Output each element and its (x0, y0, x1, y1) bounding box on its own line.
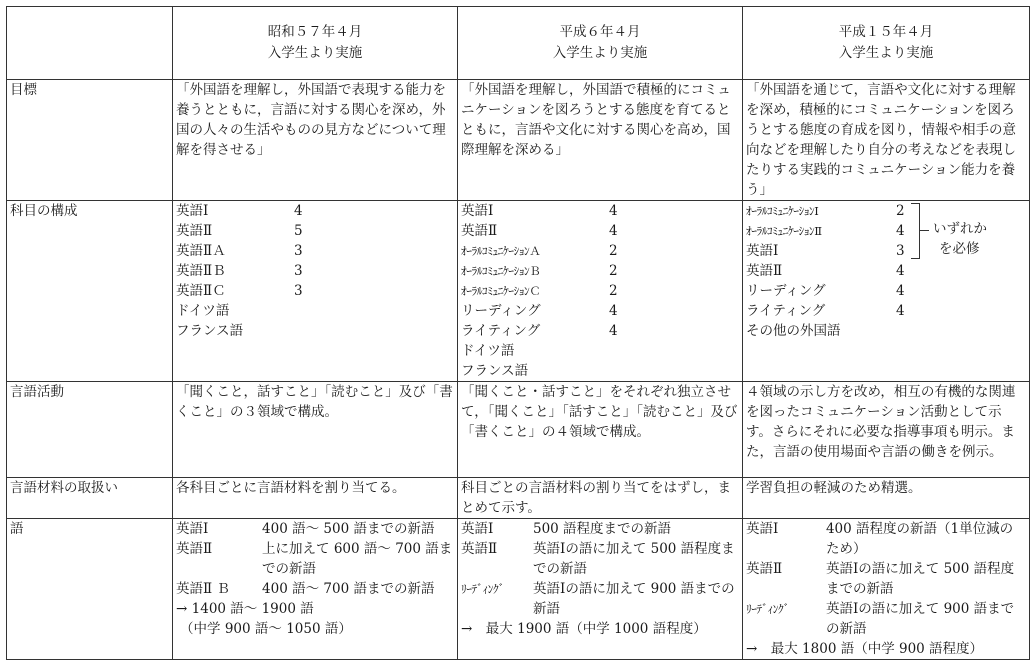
header-corner (7, 7, 173, 80)
subject-name: リーディング (745, 283, 826, 299)
subject-name: 英語Ⅱ (745, 263, 783, 279)
subjects-label: 科目の構成 (7, 201, 173, 382)
vocab-course: 英語Ⅰ (461, 521, 494, 537)
materials-c3: 学習負担の軽減のため精選。 (742, 478, 1029, 519)
subject-credits: 4 (609, 303, 618, 319)
subject-credits: 3 (895, 243, 905, 259)
vocab-text: 400 語～ 700 語までの新語 (262, 581, 435, 597)
vocab-course: 英語Ⅱ (461, 541, 498, 557)
subject-name: ｵｰﾗﾙｺﾐｭﾆｹｰｼｮﾝⅡ (745, 224, 822, 238)
subject-name: ドイツ語 (176, 303, 230, 319)
materials-c2: 科目ごとの言語材料の割り当てをはずし，まとめて示す。 (458, 478, 743, 519)
subject-credits (609, 361, 649, 381)
subject-name: フランス語 (461, 363, 529, 379)
subject-name: ｵｰﾗﾙｺﾐｭﾆｹｰｼｮﾝＣ (461, 284, 541, 298)
subject-name: フランス語 (176, 323, 244, 339)
header-row (7, 7, 1030, 80)
vocab-c2-total: → 最大 1900 語（中学 1000 語程度） (461, 621, 707, 637)
vocab-text: 英語Ⅰの語に加えて 500 語程度までの新語 (533, 541, 735, 577)
subject-name: ｵｰﾗﾙｺﾐｭﾆｹｰｼｮﾝＢ (461, 264, 541, 278)
vocab-text: 400 語～ 500 語までの新語 (262, 521, 435, 537)
subjects-c3 (742, 201, 1029, 382)
subject-credits: 4 (609, 203, 618, 219)
subject-spacer (916, 201, 1026, 221)
subject-credits: 4 (895, 303, 905, 319)
vocab-text: 500 語程度までの新語 (533, 521, 672, 537)
header-col1 (173, 7, 458, 80)
goal-c2: 「外国語を理解し，外国語で積極的にコミュニケーションを図ろうとする態度を育てるとともに，言語や文化に対する関心を高め，国際理解を深める」 (458, 80, 743, 201)
activities-label: 言語活動 (7, 382, 173, 478)
subject-spacer (916, 281, 1026, 301)
materials-c1: 各科目ごとに言語材料を割り当てる。 (173, 478, 458, 519)
subject-credits: 5 (294, 223, 303, 239)
subject-name: 英語Ⅱ (176, 223, 213, 239)
subject-credits: 4 (895, 223, 905, 239)
subject-name: 英語ⅡＡ (176, 243, 226, 259)
subject-credits: 2 (609, 283, 618, 299)
subject-credits (896, 321, 916, 341)
goal-row (7, 80, 1030, 201)
header-col3-note: 入学生より実施 (838, 45, 934, 61)
vocab-c1-total: → 1400 語～ 1900 語 (176, 601, 314, 617)
subject-name: ｵｰﾗﾙｺﾐｭﾆｹｰｼｮﾝⅠ (745, 204, 819, 218)
subject-name: ライティング (745, 303, 826, 319)
subject-credits (609, 341, 649, 361)
subject-name: 英語Ⅰ (461, 203, 494, 219)
subject-name: 英語Ⅰ (176, 203, 209, 219)
subject-name: 英語Ⅱ (461, 223, 498, 239)
vocab-c2 (458, 519, 743, 660)
subject-spacer (916, 261, 1026, 281)
subjects-row (7, 201, 1030, 382)
vocab-c3-total: → 最大 1800 語（中学 900 語程度） (745, 641, 984, 657)
activities-c2: 「聞くこと・話すこと」をそれぞれ独立させて，「聞くこと」「話すこと」「読むこと」及び「書くこと」の４領域で構成。 (458, 382, 743, 478)
subject-name: 英語Ⅰ (745, 243, 779, 259)
goal-label: 目標 (7, 80, 173, 201)
header-col2-note: 入学生より実施 (552, 45, 648, 61)
vocab-text: 英語Ⅰの語に加えて 500 語程度までの新語 (825, 561, 1015, 597)
goal-c3: 「外国語を通じて，言語や文化に対する理解を深め，積極的にコミュニケーションを図ろうとする態度の育成を図り，情報や相手の意向などを理解したり自分の考えなどを表現したりする実践的コミュニケーション能力を養う」 (742, 80, 1029, 201)
vocab-course: ﾘｰﾃﾞｨﾝｸﾞ (745, 602, 789, 616)
subject-name: ドイツ語 (461, 343, 515, 359)
subject-credits (294, 321, 354, 341)
vocab-course: 英語Ⅱ Ｂ (176, 581, 231, 597)
materials-label: 言語材料の取扱い (7, 478, 173, 519)
subject-credits: 2 (609, 243, 618, 259)
subject-credits (294, 301, 354, 321)
goal-c1: 「外国語を理解し，外国語で表現する能力を養うとともに，言語に対する関心を深め，外国の人々の生活やものの見方などについて理解を得させる」 (173, 80, 458, 201)
activities-row (7, 382, 1030, 478)
vocab-course: 英語Ⅱ (745, 561, 783, 577)
vocab-text: 400 語程度の新語（1単位減のため） (825, 521, 1014, 557)
vocab-c3 (742, 519, 1029, 660)
subjects-c1 (173, 201, 458, 382)
subject-name: ｵｰﾗﾙｺﾐｭﾆｹｰｼｮﾝＡ (461, 244, 541, 258)
header-col2 (458, 7, 743, 80)
subjects-c3-bracket (911, 203, 920, 259)
subjects-c3-note (933, 219, 987, 259)
materials-row (7, 478, 1030, 519)
subject-credits: 4 (294, 203, 303, 219)
vocab-text: 英語Ⅰの語に加えて 900 語までの新語 (533, 581, 735, 617)
subject-name: 英語ⅡＢ (176, 263, 226, 279)
activities-c3: ４領域の示し方を改め，相互の有機的な関連を図ったコミュニケーション活動として示す。さらにそれに必要な指導事項も明示。また，言語の使用場面や言語の働きを例示。 (742, 382, 1029, 478)
subjects-c3-note-line2: を必修 (938, 241, 980, 257)
subject-credits: 4 (609, 223, 618, 239)
subjects-c3-bracket-tick (919, 230, 929, 231)
activities-c1: 「聞くこと，話すこと」「読むこと」及び「書くこと」の３領域で構成。 (173, 382, 458, 478)
subject-name: リーディング (461, 303, 541, 319)
subject-spacer (916, 321, 1026, 341)
vocab-label: 語 (7, 519, 173, 660)
vocab-row (7, 519, 1030, 660)
subject-credits: 4 (895, 263, 905, 279)
subject-credits: 3 (294, 263, 303, 279)
vocab-c1 (173, 519, 458, 660)
subject-credits: 4 (895, 283, 905, 299)
subject-spacer (916, 301, 1026, 321)
subject-name: その他の外国語 (745, 323, 841, 339)
subject-name: 英語ⅡＣ (176, 283, 226, 299)
vocab-course: ﾘｰﾃﾞｨﾝｸﾞ (461, 582, 504, 596)
vocab-course: 英語Ⅰ (176, 521, 209, 537)
header-col2-date: 平成６年４月 (559, 24, 641, 40)
subject-credits: 3 (294, 243, 303, 259)
comparison-table (6, 6, 1030, 660)
subject-credits: 4 (609, 323, 618, 339)
subjects-c2 (458, 201, 743, 382)
subjects-c3-note-line1: いずれか (932, 221, 987, 237)
vocab-course: 英語Ⅰ (745, 521, 779, 537)
subject-credits: 2 (895, 203, 905, 219)
vocab-course: 英語Ⅱ (176, 541, 213, 557)
subject-credits: 3 (294, 283, 303, 299)
header-col3 (742, 7, 1029, 80)
header-col1-date: 昭和５７年４月 (267, 24, 363, 40)
subject-credits: 2 (609, 263, 618, 279)
header-col1-note: 入学生より実施 (267, 45, 363, 61)
vocab-c1-jh: （中学 900 語～ 1050 語） (180, 621, 352, 637)
vocab-text: 英語Ⅰの語に加えて 900 語までの新語 (825, 601, 1015, 637)
vocab-text: 上に加えて 600 語～ 700 語までの新語 (262, 541, 453, 577)
subject-name: ライティング (461, 323, 541, 339)
header-col3-date: 平成１５年４月 (838, 24, 934, 40)
